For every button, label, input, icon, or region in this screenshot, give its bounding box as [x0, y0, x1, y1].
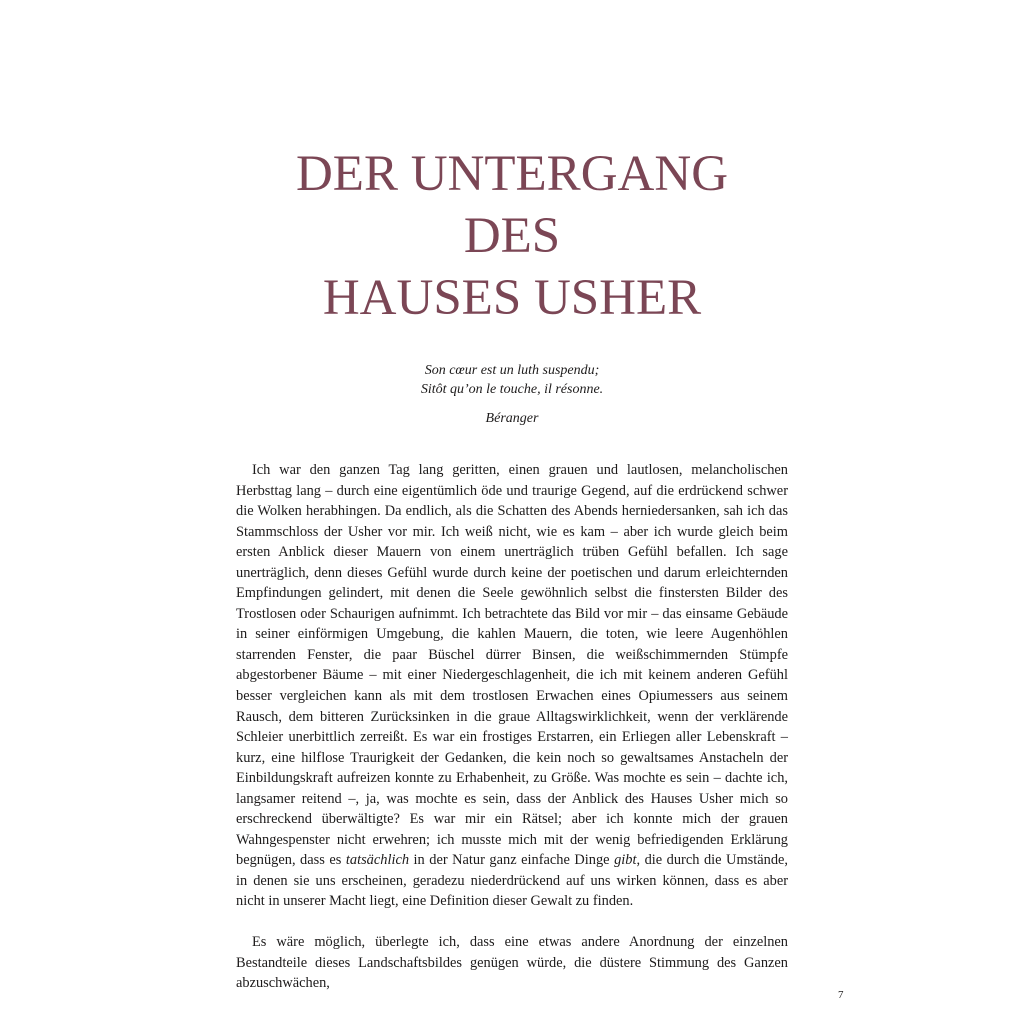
epigraph-line-2: Sitôt qu’on le touche, il résonne.: [420, 382, 604, 397]
paragraph-1-italic-1: tatsächlich: [345, 852, 410, 869]
paragraph-1-text-2: in der Natur ganz einfache Dinge: [409, 852, 615, 869]
chapter-title-line-3: HAUSES USHER: [322, 270, 702, 326]
chapter-title: [0, 143, 1024, 329]
paragraph-1-text-1: Ich war den ganzen Tag lang geritten, einen grauen und lautlosen, melancholischen Herbsttag lang – durch eine eigentümlich öde und traurige Gegend, auf die erdrückend schwer die Wolken herabhingen. Da endlich, als die Schatten des Abends herniedersanken, sah ich das Stammschloss der Usher vor mir. Ich weiß nicht, wie es kam – aber ich wurde gleich beim ersten Anblick dieser Mauern von einem unerträglich trüben Gefühl befallen. Ich sage unerträglich, denn dieses Gefühl wurde durch keine der poetischen und darum erleichternden Empfindungen gelindert, mit denen die Seele gewöhnlich selbst die finstersten Bilder des Trostlosen oder Schaurigen aufnimmt. Ich betrachtete das Bild vor mir – das einsame Gebäude in seiner einförmigen Umgebung, die kahlen Mauern, die toten, wie leere Augenhöhlen starrenden Fenster, die paar Büschel dürrer Binsen, die weißschimmernden Stümpfe abgestorbener Bäume – mit einer Niedergeschlagenheit, die ich mit keinem anderen Gefühl besser vergleichen kann als mit dem trostlosen Erwachen eines Opiumessers aus seinem Rausch, dem bitteren Zurücksinken in die graue Alltagswirklichkeit, wenn der verklärende Schleier unerbittlich zerreißt. Es war ein frostiges Erstarren, ein Erliegen aller Lebenskraft – kurz, eine hilflose Traurigkeit der Gedanken, die kein noch so gewaltsames Anstacheln der Einbildungskraft aufreizen konnte zu Erhabenheit, zu Größe. Was mochte es sein – dachte ich, langsamer reitend –, ja, was mochte es sein, dass der Anblick des Hauses Usher mich so erschreckend überwältigte? Es war mir ein Rätsel; aber ich konnte mich der grauen Wahngespenster nicht erwehren; ich musste mich mit der wenig befriedigenden Erklärung begnügen, dass es: [236, 462, 788, 869]
body-text: [236, 460, 788, 994]
paragraph-1-text-3: , die durch die Umstände, in denen sie uns erscheinen, geradezu niederdrückend auf uns wirken können, dass es aber nicht in unserer Macht liegt, eine Definition dieser Gewalt zu finden.: [236, 852, 788, 910]
page-number: 7: [838, 989, 844, 1001]
chapter-title-line-2: DES: [463, 208, 561, 264]
paragraph-1: [236, 460, 788, 912]
epigraph-author: Béranger: [485, 411, 539, 426]
epigraph: [0, 361, 1024, 428]
epigraph-line-1: Son cœur est un luth suspendu;: [424, 363, 600, 378]
paragraph-2: Es wäre möglich, überlegte ich, dass eine etwas andere Anordnung der einzelnen Bestandteile dieses Landschaftsbildes genügen würde, die düstere Stimmung des Ganzen abzuschwächen,: [236, 934, 788, 992]
paragraph-1-italic-2: gibt: [614, 852, 637, 869]
chapter-title-line-1: DER UNTERGANG: [295, 146, 729, 202]
